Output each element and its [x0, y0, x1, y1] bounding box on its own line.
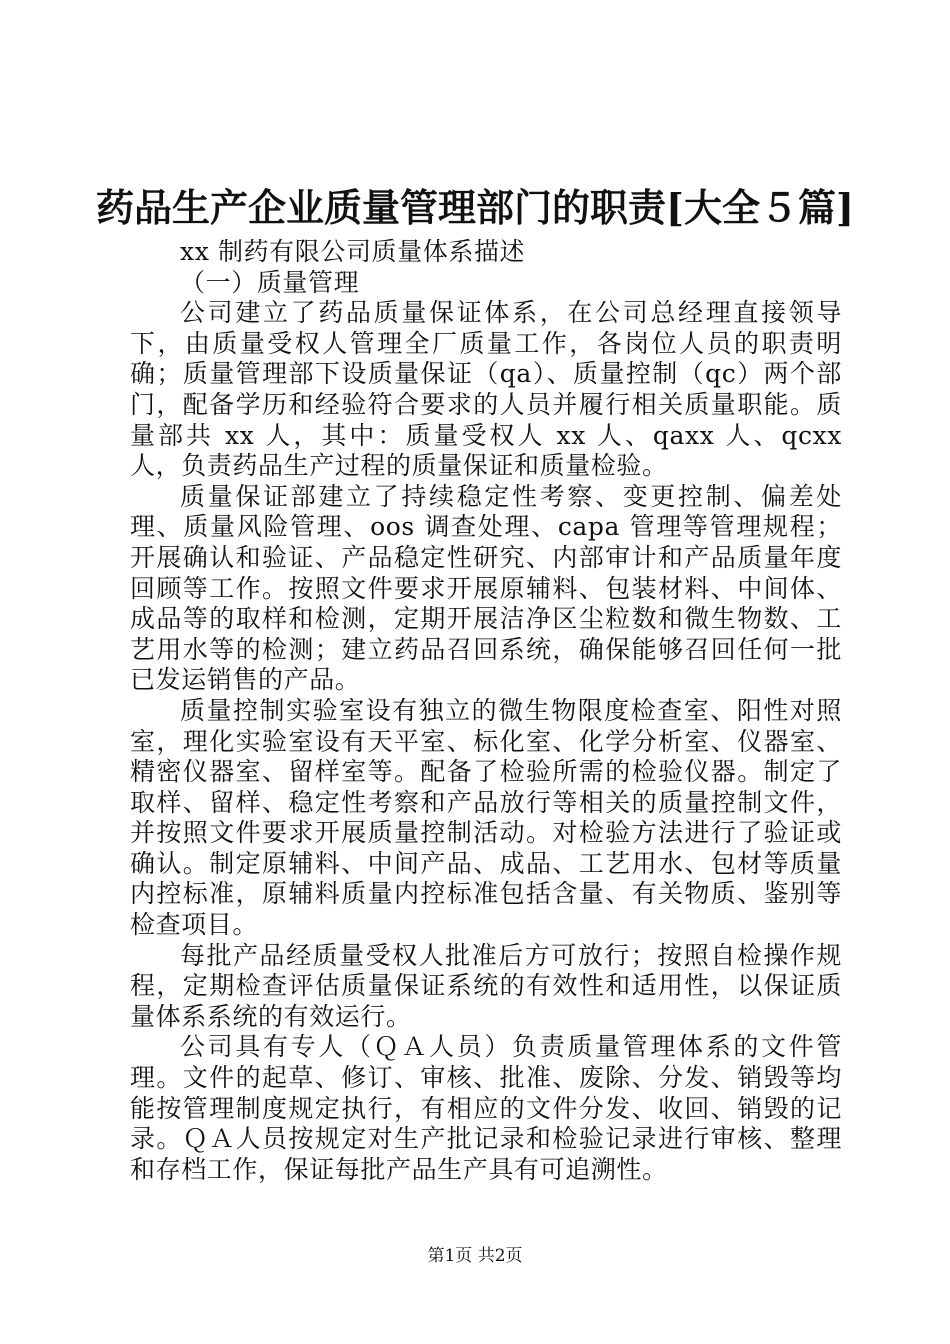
- paragraph-document-management: 公司具有专人（ＱＡ人员）负责质量管理体系的文件管理。文件的起草、修订、审核、批准、废除、分发、销毁等均能按管理制度规定执行，有相应的文件分发、收回、销毁的记录。ＱＡ人员按规定对生产批记录和检验记录进行审核、整理和存档工作，保证每批产品生产具有可追溯性。: [130, 1032, 842, 1184]
- document-body: [130, 237, 842, 1185]
- paragraph-batch-release: 每批产品经质量受权人批准后方可放行；按照自检操作规程，定期检查评估质量保证系统的有效性和适用性，以保证质量体系系统的有效运行。: [130, 940, 842, 1031]
- page-number-footer: 第1页 共2页: [427, 1246, 523, 1266]
- paragraph-section-heading: （一）质量管理: [180, 267, 360, 297]
- paragraph-quality-system: 公司建立了药品质量保证体系，在公司总经理直接领导下，由质量受权人管理全厂质量工作，各岗位人员的职责明确；质量管理部下设质量保证（qa）、质量控制（qc）两个部门，配备学历和经验符合要求的人员并履行相关质量职能。质量部共 xx 人，其中：质量受权人 xx 人、qaxx 人、qcxx 人，负责药品生产过程的质量保证和质量检验。: [130, 298, 842, 481]
- document-title: 药品生产企业质量管理部门的职责[大全５篇]: [96, 185, 854, 230]
- paragraph-quality-control-lab: 质量控制实验室设有独立的微生物限度检查室、阳性对照室，理化实验室设有天平室、标化室、化学分析室、仪器室、精密仪器室、留样室等。配备了检验所需的检验仪器。制定了取样、留样、稳定性考察和产品放行等相关的质量控制文件，并按照文件要求开展质量控制活动。对检验方法进行了验证或确认。制定原辅料、中间产品、成品、工艺用水、包材等质量内控标准，原辅料质量内控标准包括含量、有关物质、鉴别等检查项目。: [130, 695, 842, 940]
- paragraph-quality-assurance: 质量保证部建立了持续稳定性考察、变更控制、偏差处理、质量风险管理、oos 调查处理、capa 管理等管理规程；开展确认和验证、产品稳定性研究、内部审计和产品质量年度回顾等工作。按照文件要求开展原辅料、包装材料、中间体、成品等的取样和检测，定期开展洁净区尘粒数和微生物数、工艺用水等的检测；建立药品召回系统，确保能够召回任何一批已发运销售的产品。: [130, 481, 842, 695]
- paragraph-company-heading: xx 制药有限公司质量体系描述: [180, 237, 526, 266]
